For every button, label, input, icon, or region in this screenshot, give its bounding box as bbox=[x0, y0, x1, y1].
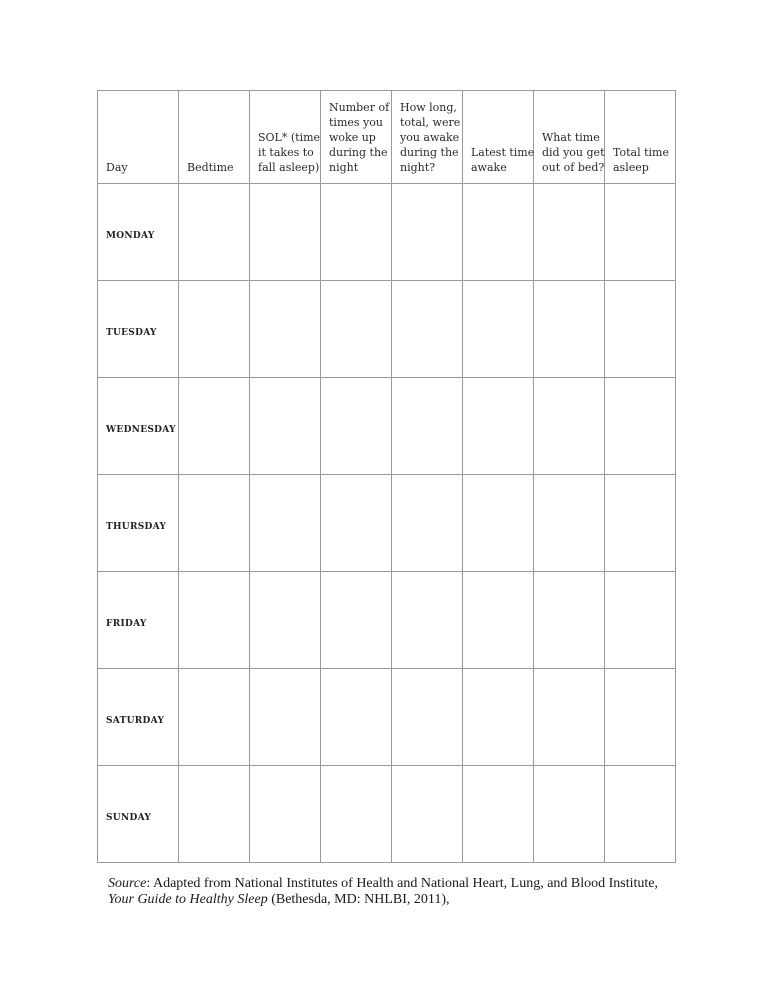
times-woke-cell[interactable] bbox=[321, 669, 392, 766]
latest-awake-cell[interactable] bbox=[463, 475, 534, 572]
total-asleep-cell[interactable] bbox=[605, 281, 676, 378]
sleep-diary-table bbox=[97, 90, 676, 863]
sol-cell[interactable] bbox=[250, 184, 321, 281]
times-woke-cell[interactable] bbox=[321, 378, 392, 475]
header-latest-awake: Latest time awake bbox=[463, 91, 534, 184]
day-label: SUNDAY bbox=[106, 812, 152, 823]
out-of-bed-cell[interactable] bbox=[534, 766, 605, 863]
times-woke-cell[interactable] bbox=[321, 475, 392, 572]
day-label: THURSDAY bbox=[106, 521, 167, 532]
bedtime-cell[interactable] bbox=[179, 669, 250, 766]
day-cell bbox=[98, 766, 179, 863]
day-label: SATURDAY bbox=[106, 715, 165, 726]
table-row bbox=[98, 184, 676, 281]
source-text-1: : Adapted from National Institutes of Health and National Heart, Lung, and Blood Institute, bbox=[146, 876, 659, 891]
sol-cell[interactable] bbox=[250, 669, 321, 766]
latest-awake-cell[interactable] bbox=[463, 669, 534, 766]
time-awake-cell[interactable] bbox=[392, 378, 463, 475]
day-label: FRIDAY bbox=[106, 618, 147, 629]
time-awake-cell[interactable] bbox=[392, 766, 463, 863]
sol-cell[interactable] bbox=[250, 475, 321, 572]
latest-awake-cell[interactable] bbox=[463, 281, 534, 378]
total-asleep-cell[interactable] bbox=[605, 572, 676, 669]
time-awake-cell[interactable] bbox=[392, 475, 463, 572]
sol-cell[interactable] bbox=[250, 766, 321, 863]
sol-cell[interactable] bbox=[250, 572, 321, 669]
total-asleep-cell[interactable] bbox=[605, 669, 676, 766]
header-bedtime: Bedtime bbox=[179, 91, 250, 184]
header-row bbox=[98, 91, 676, 184]
day-label: WEDNESDAY bbox=[106, 424, 176, 435]
times-woke-cell[interactable] bbox=[321, 766, 392, 863]
day-cell bbox=[98, 281, 179, 378]
out-of-bed-cell[interactable] bbox=[534, 184, 605, 281]
day-label: TUESDAY bbox=[106, 327, 157, 338]
time-awake-cell[interactable] bbox=[392, 184, 463, 281]
time-awake-cell[interactable] bbox=[392, 572, 463, 669]
out-of-bed-cell[interactable] bbox=[534, 475, 605, 572]
time-awake-cell[interactable] bbox=[392, 281, 463, 378]
bedtime-cell[interactable] bbox=[179, 281, 250, 378]
latest-awake-cell[interactable] bbox=[463, 378, 534, 475]
source-text-2: (Bethesda, MD: NHLBI, 2011), bbox=[267, 892, 450, 907]
latest-awake-cell[interactable] bbox=[463, 184, 534, 281]
sol-cell[interactable] bbox=[250, 281, 321, 378]
times-woke-cell[interactable] bbox=[321, 184, 392, 281]
total-asleep-cell[interactable] bbox=[605, 184, 676, 281]
header-time-awake: How long, total, were you awake during the night? bbox=[392, 91, 463, 184]
table-row bbox=[98, 572, 676, 669]
total-asleep-cell[interactable] bbox=[605, 378, 676, 475]
bedtime-cell[interactable] bbox=[179, 475, 250, 572]
sol-cell[interactable] bbox=[250, 378, 321, 475]
total-asleep-cell[interactable] bbox=[605, 766, 676, 863]
out-of-bed-cell[interactable] bbox=[534, 669, 605, 766]
out-of-bed-cell[interactable] bbox=[534, 281, 605, 378]
source-title: Your Guide to Healthy Sleep bbox=[108, 892, 268, 907]
day-cell bbox=[98, 475, 179, 572]
header-day: Day bbox=[98, 91, 179, 184]
latest-awake-cell[interactable] bbox=[463, 572, 534, 669]
latest-awake-cell[interactable] bbox=[463, 766, 534, 863]
table-row bbox=[98, 378, 676, 475]
bedtime-cell[interactable] bbox=[179, 378, 250, 475]
header-sol: SOL* (time it takes to fall asleep) bbox=[250, 91, 321, 184]
source-label: Source bbox=[108, 876, 147, 891]
day-cell bbox=[98, 669, 179, 766]
table-row bbox=[98, 281, 676, 378]
times-woke-cell[interactable] bbox=[321, 281, 392, 378]
header-times-woke: Number of times you woke up during the night bbox=[321, 91, 392, 184]
table-row bbox=[98, 475, 676, 572]
day-cell bbox=[98, 378, 179, 475]
source-citation bbox=[108, 876, 708, 908]
source-line-2 bbox=[108, 892, 708, 908]
table-row bbox=[98, 766, 676, 863]
time-awake-cell[interactable] bbox=[392, 669, 463, 766]
out-of-bed-cell[interactable] bbox=[534, 378, 605, 475]
total-asleep-cell[interactable] bbox=[605, 475, 676, 572]
out-of-bed-cell[interactable] bbox=[534, 572, 605, 669]
source-line-1 bbox=[108, 876, 708, 892]
day-cell bbox=[98, 572, 179, 669]
bedtime-cell[interactable] bbox=[179, 766, 250, 863]
bedtime-cell[interactable] bbox=[179, 572, 250, 669]
header-out-of-bed: What time did you get out of bed? bbox=[534, 91, 605, 184]
times-woke-cell[interactable] bbox=[321, 572, 392, 669]
table-row bbox=[98, 669, 676, 766]
day-label: MONDAY bbox=[106, 230, 155, 241]
bedtime-cell[interactable] bbox=[179, 184, 250, 281]
day-cell bbox=[98, 184, 179, 281]
header-total-asleep: Total time asleep bbox=[605, 91, 676, 184]
